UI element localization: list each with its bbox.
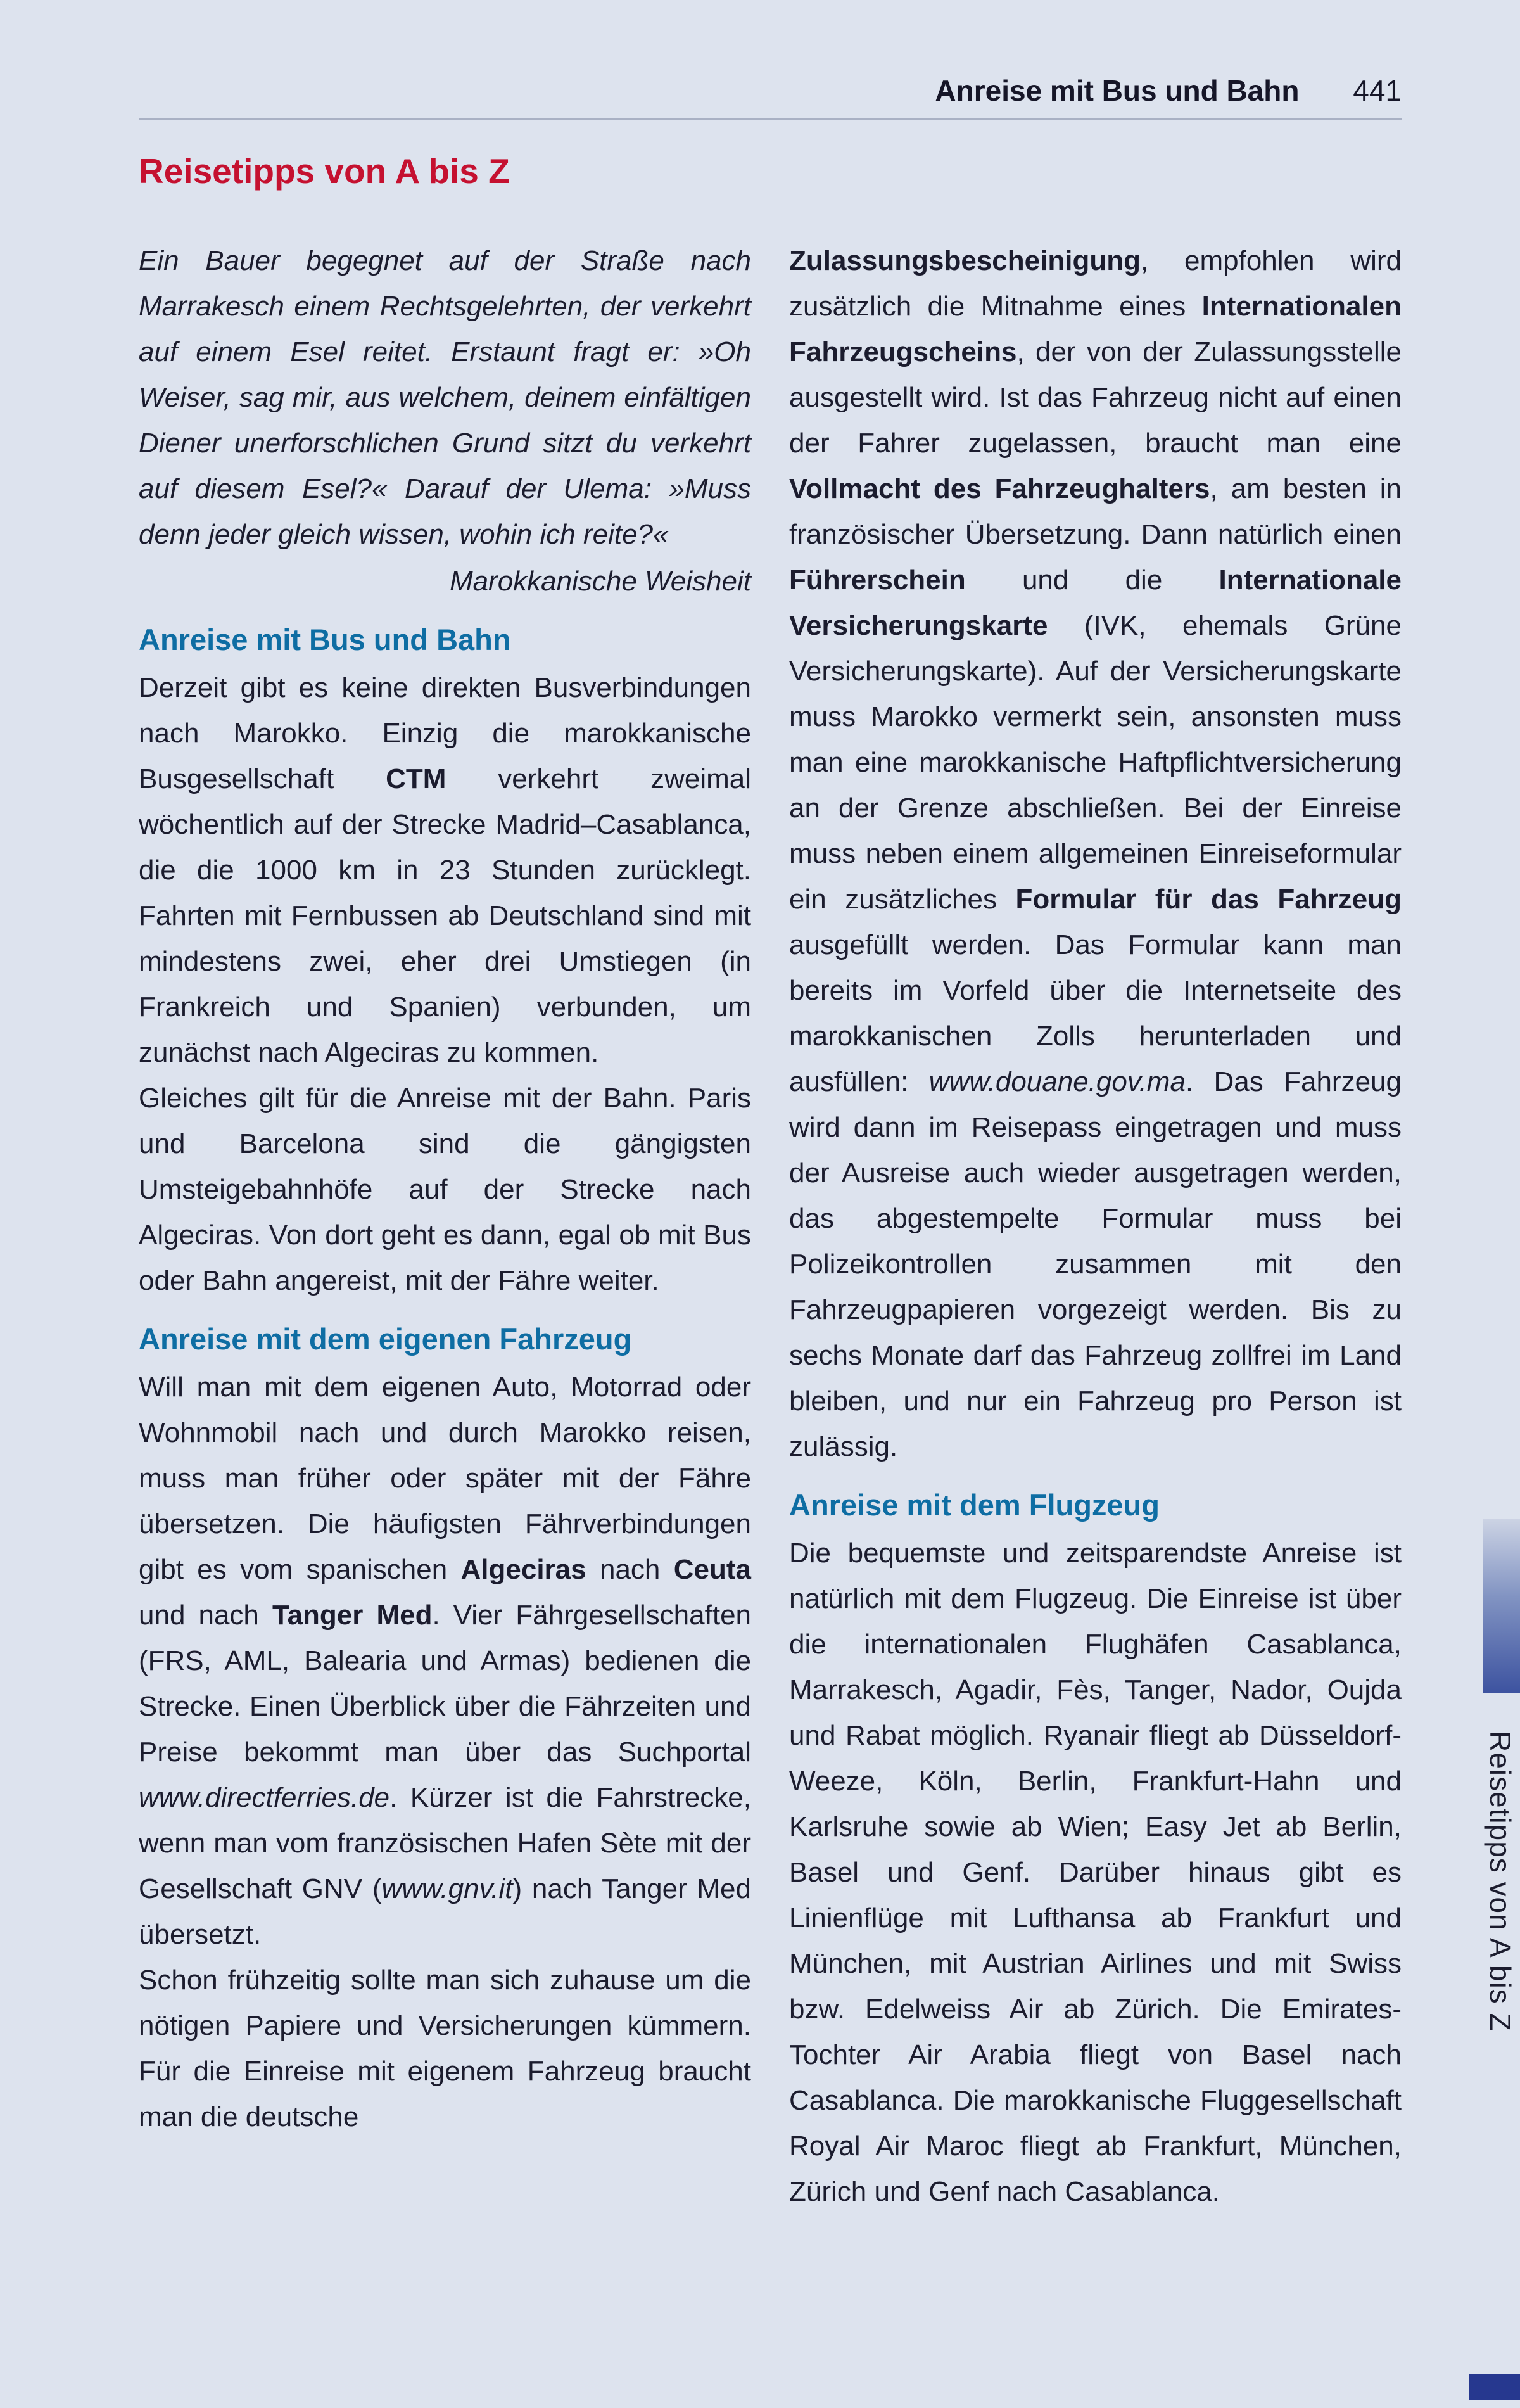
text-columns — [139, 238, 1402, 2215]
page-title: Reisetipps von A bis Z — [139, 151, 510, 191]
text-segment: ) nach Tanger Med übersetzt. — [139, 1873, 752, 1950]
text-segment: Internationalen Fahrzeugscheins — [789, 291, 1402, 367]
text-segment: verkehrt zweimal wöchentlich auf der Strecke Madrid–Casablanca, die die 1000 km in 23 Stunden zurücklegt. Fahrten mit Fernbussen ab Deutschland sind mit mindestens zwei, eher drei Umstiegen (in Frankreich und Spanien) verbunden, um zunächst nach Algeciras zu kommen. — [139, 763, 751, 1068]
chapter-tab-label: Reisetipps von A bis Z — [1484, 1731, 1517, 2032]
paragraph — [139, 1076, 751, 1304]
page-number: 441 — [1353, 74, 1402, 107]
text-segment: Ceuta — [673, 1554, 751, 1585]
text-segment: Will man mit dem eigenen Auto, Motorrad oder Wohnmobil nach und durch Marokko reisen, muss man früher oder später mit der Fähre übersetzen. Die häufigsten Fährverbindungen gibt es vom spanischen — [139, 1372, 751, 1585]
text-segment: Tanger Med — [272, 1600, 433, 1631]
text-segment: nach — [586, 1554, 674, 1585]
section-heading — [139, 1320, 751, 1358]
text-segment: ausgefüllt werden. Das Formular kann man bereits im Vorfeld über die Internetseite des marokkanischen Zolls herunterladen und ausfüllen: — [789, 929, 1402, 1097]
right-column — [789, 238, 1402, 2215]
running-header-title: Anreise mit Bus und Bahn — [935, 74, 1300, 107]
text-segment: Schon frühzeitig sollte man sich zuhause um die nötigen Papiere und Versicherungen kümmern. Für die Einreise mit eigenem Fahrzeug braucht man die deutsche — [139, 1965, 751, 2132]
text-segment: (IVK, ehemals Grüne Versicherungskarte). Auf der Versicherungskarte muss Marokko vermerkt sein, ansonsten muss man eine marokkanische Haftpflichtversicherung an der Grenze abschließen. Bei der Einreise muss neben einem allgemeinen Einreiseformular ein zusätzliches — [789, 610, 1402, 915]
text-segment: Gleiches gilt für die Anreise mit der Bahn. Paris und Barcelona sind die gängigsten Umsteigebahnhöfe auf der Strecke nach Algeciras. Von dort geht es dann, egal ob mit Bus oder Bahn angereist, mit der Fähre weiter. — [139, 1083, 751, 1296]
paragraph — [139, 238, 751, 557]
section-heading — [789, 1486, 1402, 1524]
text-segment: , empfohlen wird zusätzlich die Mitnahme eines — [789, 245, 1402, 322]
section-heading — [139, 621, 751, 659]
left-column — [139, 238, 751, 2215]
paragraph — [139, 1365, 751, 1958]
text-segment: und die — [965, 564, 1219, 596]
text-segment: Die bequemste und zeitsparendste Anreise ist natürlich mit dem Flugzeug. Die Einreise ist über die internationalen Flughäfen Casablanca, Marrakesch, Agadir, Fès, Tanger, Nador, Oujda und Rabat möglich. Ryanair fliegt ab Düsseldorf-Weeze, Köln, Berlin, Frankfurt-Hahn und Karlsruhe sowie ab Wien; Easy Jet ab Berlin, Basel und Genf. Darüber hinaus gibt es Linienflüge mit Lufthansa ab Frankfurt und München, mit Austrian Airlines und mit Swiss bzw. Edelweiss Air ab Zürich. Die Emirates-Tochter Air Arabia fliegt von Basel nach Casablanca. Die marokkanische Fluggesellschaft Royal Air Maroc fliegt ab Frankfurt, München, Zürich und Genf nach Casablanca. — [789, 1538, 1402, 2207]
text-segment: . Kürzer ist die Fahrstrecke, wenn man vom französischen Hafen Sète mit der Gesellschaft GNV ( — [139, 1782, 751, 1904]
text-segment: Führerschein — [789, 564, 966, 596]
text-segment: Internationale Versicherungskarte — [789, 564, 1402, 641]
paragraph — [139, 665, 751, 1076]
text-segment: Derzeit gibt es keine direkten Busverbindungen nach Marokko. Einzig die marokkanische Busgesellschaft — [139, 672, 751, 794]
text-segment: Ein Bauer begegnet auf der Straße nach Marrakesch einem Rechtsgelehrten, der verkehrt auf einem Esel reitet. Erstaunt fragt er: »Oh Weiser, sag mir, aus welchem, deinem einfältigen Diener unerforschlichen Grund sitzt du verkehrt auf diesem Esel?« Darauf der Ulema: »Muss denn jeder gleich wissen, wohin ich reite?« — [139, 245, 751, 550]
text-segment: Formular für das Fahrzeug — [1015, 884, 1402, 915]
text-segment: . Das Fahrzeug wird dann im Reisepass eingetragen und muss der Ausreise auch wieder ausgetragen werden, das abgestempelte Formular muss bei Polizeikontrollen zusammen mit den Fahrzeugpapieren vorgezeigt werden. Bis zu sechs Monate darf das Fahrzeug zollfrei im Land bleiben, und nur ein Fahrzeug pro Person ist zulässig. — [789, 1066, 1402, 1462]
text-segment: Vollmacht des Fahrzeughalters — [789, 473, 1210, 504]
paragraph — [789, 1531, 1402, 2215]
text-segment: Zulassungsbescheinigung — [789, 245, 1141, 276]
text-segment: Anreise mit dem eigenen Fahrzeug — [139, 1322, 632, 1356]
text-segment: Anreise mit Bus und Bahn — [139, 623, 511, 656]
paragraph — [139, 559, 751, 604]
text-segment: . Vier Fährgesellschaften (FRS, AML, Balearia und Armas) bedienen die Strecke. Einen Überblick über die Fährzeiten und Preise bekommt man über das Suchportal — [139, 1600, 752, 1768]
text-segment: Algeciras — [460, 1554, 586, 1585]
text-segment: www.directferries.de — [139, 1782, 390, 1813]
text-segment: www.douane.gov.ma — [928, 1066, 1186, 1097]
paragraph — [139, 1958, 751, 2140]
text-segment: Marokkanische Weisheit — [449, 566, 751, 597]
page-corner-mark — [1469, 2374, 1520, 2400]
text-segment: , am besten in französischer Übersetzung. Dann natürlich einen — [789, 473, 1402, 550]
running-header — [139, 73, 1402, 108]
chapter-tab-gradient — [1483, 1519, 1520, 1693]
text-segment: , der von der Zulassungsstelle ausgestellt wird. Ist das Fahrzeug nicht auf einen der Fahrer zugelassen, braucht man eine — [789, 336, 1402, 459]
text-segment: und nach — [139, 1600, 272, 1631]
text-segment: www.gnv.it — [381, 1873, 513, 1904]
text-segment: Anreise mit dem Flugzeug — [789, 1488, 1160, 1522]
paragraph — [789, 238, 1402, 1470]
header-divider — [139, 118, 1402, 120]
text-segment: CTM — [386, 763, 446, 794]
